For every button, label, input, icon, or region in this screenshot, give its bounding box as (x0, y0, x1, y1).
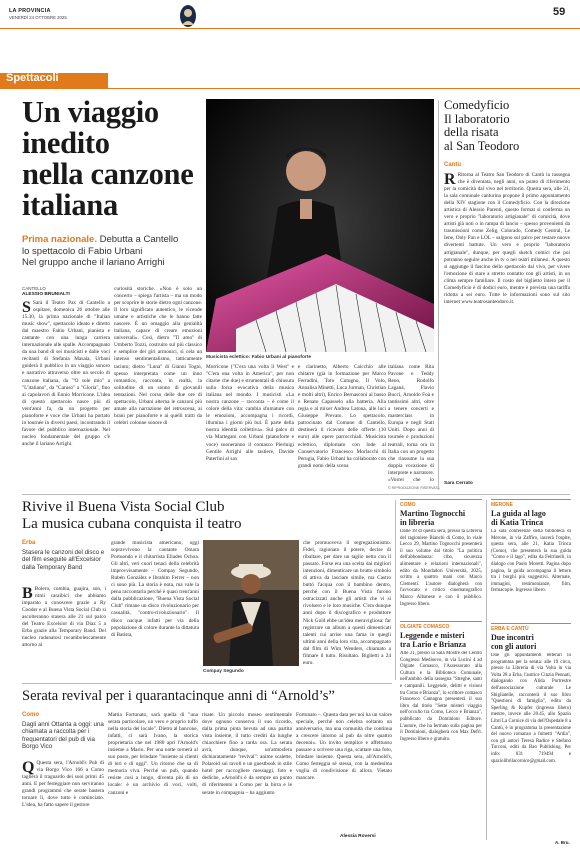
olgiate-headline-line: Leggende e misteri (400, 631, 465, 640)
section-title: Spettacoli (6, 72, 59, 84)
masthead-paper: LA PROVINCIA (9, 8, 51, 14)
olgiate-headline (400, 631, 466, 649)
lead-photo-caption: Musicista eclettico: Fabio Urbani al pianoforte (206, 355, 312, 360)
lead-col-4: e clarinetto, Alberto Caicchio alle chitarre (già in formazione per Marco Ferradini, Toto Cutugno, Il Volo, Annalisa Minetti, Luca Jurman, Christian e molti altri), Enrico Bernasconi al basso e Renato Capasselo alla batteria. Alla regia e al mixer Andrea Latona, alle luci Giuseppe Prevato. Lo spettacolo, patrocinato dal Comune di Cantello, destinerà il ricavato delle offerte (10 euro) alle opere parrocchiali. Musicista eclettico, diplomato con lode al Conservatorio Francesco Morlacchi di Perugia, Fabio Urbani ha collaborato con grandi nomi della scena (298, 364, 386, 469)
merone-headline-line: La guida al lago (491, 509, 546, 518)
merone-headline-line: di Katia Trinca (491, 518, 544, 527)
arnold-kicker: Como (22, 712, 39, 718)
arnold-author: Alessia Roversi (340, 834, 376, 839)
lead-headline-line: Un viaggio (22, 95, 159, 129)
dropcap: S (22, 300, 31, 316)
erba-headline-line: con gli autori (491, 642, 537, 651)
section-rule (0, 88, 580, 89)
erba-body: Due gli appuntamenti letterari in programma per la serata: alle 19 circa, presso la Libreria di via Volta in via Volta 28 a Erba, l'autrice Cinzia Pennati, dialogando con Alida Portrestre dell'associazione culturale Le Sbigliatelle, racconterà il suo libro "Questioni di famiglia", edito da Sperling & Kupfer (ingresso libero) mentre, invece alle 20.45, allo Spazio Libri La Cornice di via dell'Ospedale 8 a Cantù, è in programma la presentazione del nuovo romanzo a fumetti "Ardia", con gli autori Teresa Radice e Stefano Turconi, editi da Bao Publishing. Per info: 031 719494 e spaziolibrilacornice@gmail.com. (491, 653, 571, 764)
lead-credit: © RIPRODUZIONE RISERVATA (388, 486, 440, 490)
lead-headline (22, 97, 193, 221)
como-body: Dalle 18 di questa sera, presso la Libreria del ragioniere Bianchi di Como, in viale Lecco 29, Martino Tognocchi presenterà il suo volume dal titolo "La politica dell'abbondanza: cibo, sicurezza alimentare e relazioni internazionali", edito da Mondadori Università, 2025, scritto a quattro mani con Marco Clementi. L'autore dialogherà con l'avvocato e critico cinematografico Marco Albanese e con il pubblico. Ingresso libero. (400, 529, 482, 607)
lead-subtitle-line: Nel gruppo anche il lariano Arrighi (22, 257, 165, 269)
arnold-col-4: Fortunato –. Questa data per noi ha un valore speciale, perché non celebra soltanto un anniversario, ma una comunità che continua a crescere intorno al pub da oltre quattro decenni». Un invito semplice e affettuoso passare a scrivere una riga, scattare una foto, brindare insieme. Questa sera, all'Arnold's, Como festeggia sé stessa, con la medesima voglia di condivisione di allora. Vietato mancare. (296, 712, 392, 782)
merone-kicker: MERONE (491, 502, 513, 508)
buena-col-3: che promuoveva il segregazionismo. Fidel, ragionato il potere, decise di ribaltare, per dare un taglio netto con il passato. Forse era una scelta dai migliori intenzioni, dimenticare un brutto simbolo di attiva da lasciare simile, ma Castro buttò l'acqua con il bambino dentro, perché con il Buena Vista furono ostracizzati anche gli artisti che vi si rivolsero e le loro musiche. C'era dunque anni dopo il discografico e produttore Nick Gold ebbe un'idea meravigliosa: far registrare un album a questi dimenticati talenti cui arrise una fama in quegli ultimi anni della loro vita, accompagnato dal film di Wim Wenders, chiamato a filmare il tutto. Risultato. Biglietti a 24 euro. (303, 540, 391, 666)
arnold-standfirst: Dagli anni Ottanta a oggi: una chiamata a raccolta per i frequentatori del pub di via Borgo Vico (22, 721, 104, 751)
box-divider-1 (395, 500, 396, 680)
buena-headline-line: La musica cubana conquista il teatro (22, 515, 242, 532)
buena-kicker: Erba (22, 540, 36, 546)
arnold-col-2: Mattia Fortunato, sarà quella di "una serata particolare, un vero e proprio tuffo nella storia del locale". Dietro al bancone, infatti, ci sarà Ivano, la storica proprietaria che nel 1980 aprì l'Arnold's insieme a Mario. Per una notte tornerà al suo posto, per brindare "insieme ai clienti di ieri e di oggi". Un ritorno che sa di memoria viva. Perché un pub, quando resiste così a lungo, diventa più di un locale: è un archivio di voci, volti, canzoni e (108, 712, 198, 796)
olgiate-body: Alle 21, presso la Sala Mostre del Centro Congressi Medioevo, in via Lucini 4 ad Olgiate Comasco, l'Assessorato alla Cultura e la Biblioteca Comunale, nell'ambito della rassegna "Streghe, santi e campanili. Leggende, delitti e visioni tra Como e Brianza", lo scrittore comasco Francesco Camagna presenterà il suo libro dal titolo "Sette misteri viaggio nell'occulto tra Como, Lecco e Brianza", pubblicato da Dominioni Editore. L'autore, che ha fermato sulla pagina per il Dominioni, dialogherà con Max Defrì. Ingresso libero e gratuito. (400, 651, 482, 742)
buena-photo-caption: Compay Segundo (203, 669, 244, 674)
buena-col-1: B Bolero, cumbia, guajira, son, i ritmi caraibici che abbiamo imparato a conoscere grazie a Ry Cooder e al Buena Vista Social Club si ascolteranno stasera alle 21 sul palco del Teatro Excelsior di via Diaz 5 a Erba grazie alla Temporary Band. Del nucleo radunatosi rocambolescamente attorno al (22, 586, 106, 649)
merone-body: La sala conferenze della biblioteca di Merone, in via Zaffiro, lascerà l'ospite, questa sera, alle 21, Katia Trinca (Como), che presenterà la sua guida "Como e il lago", edita da Feltrinelli, in dialogo con Paolo Moretti. Pagina dopo pagina, la guida accompagna il lettore tra i borghi più suggestivi. Alternate, immagini, testimonianze, film, fermacopie. Ingresso libero. (491, 529, 571, 594)
comedy-headline (444, 99, 519, 153)
dropcap: R (444, 172, 456, 188)
lead-headline-line: inedito (22, 126, 110, 160)
buena-headline-line: Rivive il Buena Vista Social Club (22, 499, 225, 515)
como-kicker: COMO (400, 502, 416, 508)
arnold-headline: Serata revival per i quarantacinque anni di “Arnold’s” (22, 688, 335, 704)
como-box-rule (400, 499, 482, 500)
arnold-col-1: Q Questa sera, l'Arnold's Pub di via Borgo Vico 166 a Como taglierà il traguardo dei suoi primi 45 anni. E per festeggiare non serviranno grandi programmi che serate bastera tornare lì, dove tutto è cominciato. L'idea, ha fatto sapere il gestore (22, 760, 104, 809)
page-number: 59 (553, 6, 566, 18)
como-headline (400, 509, 465, 527)
sidebar-divider (438, 100, 439, 490)
erba-headline-line: Due incontri (491, 633, 534, 642)
lead-col-last: italiana come Rita Pavone e Teddy Reno, Rodolfo Laganà, Flavio Bucci, Arnoldo Foà e tantissimi altri, oltre a tenere concerti e masterclass in Europa e negli Stati Uniti. Dopo anni di tournée e produzioni teatrali, torna ora in Italia con un progetto che riassume la sua doppia vocazione di interprete e narratore. «Vorrei che lo (388, 364, 434, 483)
lead-location: CANTELLO (22, 286, 46, 291)
comedy-headline-line: al San Teodoro (444, 138, 520, 153)
comedy-body: R Ritorna al Teatro San Teodoro di Cantù la rassegna che è diventata, negli anni, un punto di riferimento per la comicità dal vivo nel territorio. Questa sera, alle 21, la sala comunale canturina propone il primo appuntamento della XIV stagione con il Comedyficio. Con la direzione artistica di Alessio Parenti, questo format si conferma un vero e proprio "laboratorio artigianale" di comicità, dove artisti già noti o in rampa di lancio – spesso provenienti da trasmissioni come Zelig, Colorado, Comedy Central, Le Iene, Only Fun e LOL – salgono sul palco per testare nuove divertenti battute. Un vero e proprio "laboratorio artigianale", dunque, per quegli sketch comici che poi potranno seguire anche in tv o nei teatri milanesi. A questo si aggiunge il fascino dello spettacolo dal vivo, per vivere l'emozione di stare a stretto contatto con gli artisti, in un clima sempre familiare. Il costo del biglietto intero per il Comedyficio è di dodici euro, mentre è prevista una tariffa ridotta a sei euro. Tutte le informazioni sono sul sito internet www.teatrosanteodoro.it. (444, 172, 570, 305)
erba-box-rule (491, 623, 571, 624)
lead-subtitle-bold: Prima nazionale. (22, 234, 97, 245)
masthead-logo-icon (178, 3, 198, 29)
merone-headline (491, 509, 546, 527)
lead-author: ALESSIO BRUNIALTI (22, 292, 70, 297)
lead-headline-line: nella canzone (22, 157, 194, 191)
lead-col-1: S Sarà il Teatro Pax di Cantello a ospitare, domenica 26 ottobre alle 15.30, la prima nazionale di "Italian music show", spettacolo ideato e diretto dal maestro Fabio Urbani, pianista e cantante con una lunga carriera internazionale alle spalle. Accompagnato da una band di sei musicisti e dalle voci recitanti di Stefania Masala, Urbani guiderà il pubblico in un viaggio sonoro e narrativo attraverso oltre un secolo di canzone italiana, da "'O sole mio" a "L'italiano", da "Caruso" a "Gloria", fino ai capolavori di Ennio Morricone. L'idea di questo spettacolo nasce più di vent'anni fa, da un progetto per pianoforte e voce che Urbani ha portato in tournée in diversi paesi, incontrando il favore del pubblico internazionale. Nel nucleo fondamentale del gruppo c'è anche il lariano Arrighi. (22, 300, 110, 447)
dropcap: Q (22, 760, 35, 776)
masthead-date: VENERDÌ 24 OTTOBRE 2025 (9, 15, 67, 20)
lead-photo (206, 99, 434, 352)
lead-subtitle-line: Debutta a Cantello (99, 234, 179, 245)
comedy-kicker: Cantù (444, 162, 461, 168)
box-divider-2 (486, 500, 487, 840)
comedy-headline-line: Il laboratorio (444, 111, 510, 126)
hrule-arnold (22, 683, 392, 684)
como-headline-line: Martino Tognocchi (400, 509, 466, 518)
lead-subtitle (22, 234, 207, 269)
buena-headline (22, 499, 242, 532)
erba-author: A. Bru. (555, 840, 570, 845)
comedy-author: Sara Cerrato (444, 481, 473, 486)
buena-photo (203, 540, 299, 666)
olgiate-headline-line: tra Lario e Brianza (400, 640, 466, 649)
comedy-headline-line: Comedyficio (444, 98, 510, 112)
lead-subtitle-line: lo spettacolo di Fabio Urbani (22, 245, 143, 257)
masthead-rule (0, 28, 580, 29)
buena-col-2: grande musicista americano, oggi sopravvivono la cantante Omara Portuondo e il chitarrista Eliades Ochoa. Gli altri, veri cuori tenaci della celebrità improvvisamente – Compay Segundo, Rubén González e Ibrahim Ferrer – non ci sono più. La storia è nota, ma vale la pena raccontarla perché è quasi trent'anni dalla pubblicazione, "Buena Vista Social Club" rimane un disco rivoluzionario per casualità, "contro-rivoluzionario". Il disco nacque infatti per via della popolazione di colore durante la dittatura di Batista, (111, 540, 199, 638)
dropcap: B (22, 586, 33, 602)
lead-col-2: curiosità storiche. «Non è solo un concerto – spiega l'artista – ma un modo per scoprire le storie dietro ogni canzone. Il loro significato autentico, le vicende umane e artistiche che le hanno fatte nascere. È un omaggio alla genialità italiana, capace di creare emozioni universali». Così, dietro "Ti amo" di Umberto Tozzi, costruito sul più classico e semplice dei giri armonici, si cela un intenso sentimentalismo, tatticamente taciuto; dietro "Luna" di Gianni Togni, spesso interpretata come un inno romantico, racconta, in realtà, la solitudine di un sonno di giovanili tentazioni. Nel corso delle due ore di spettacolo, Urbani alterna le canzoni più amate alla narrazione del retroscena, ai brani per pianoforte e ai quelli tratti da celebri colonne sonore di (114, 286, 202, 426)
merone-box-rule (491, 499, 571, 500)
olgiate-box-rule (400, 621, 482, 622)
lead-headline-line: italiana (22, 188, 118, 222)
buena-standfirst: Stasera le canzoni del disco e del film eseguite all'Excelsior dalla Temporary Band (22, 549, 105, 571)
como-headline-line: in libreria (400, 518, 435, 527)
erba-kicker: ERBA E CANTÙ (491, 626, 529, 632)
olgiate-kicker: OLGIATE COMASCO (400, 624, 450, 630)
lead-col-3: Morricone ("C'era una volta il West" e "C'era una volta in America", per non citarne che due) e strumentali di chiusura sulla forza evocativa della musica italiana nel mondo. I musicisti «La nostra canzone – racconta – è come il colore della vita: cambia sfumature con le emozioni, accompagna i ricordi, illumina i giorni più bui. È parte della nostra identità collettiva». Sul palco di via Martegani con Urbani (pianoforte e voce) suoneranno il comasco Pierluigi Gentile Arrighi alle tastiere, Davide Paterlini al sax (206, 364, 294, 462)
hrule-mid (22, 494, 570, 495)
comedy-headline-line: della risata (444, 125, 499, 140)
erba-headline (491, 633, 536, 651)
arnold-col-3: risate. Un piccolo museo sentimentale dove ognuno conserva il suo ricordo, dalla prima pinta bevuta ad una partita vista insieme, il tutto crediti da lunghe chiacchiere fino a tarda ora. La serata avrà, dunque, un'atmosfera dichiaratamente "revival": anime scalette, Polaroid sui tavoli e un guestbook in stile hotel per raccogliere messaggi, foto e dediche, «Arnold's è da sempre un punto di riferimento a Como per la birra e le serate in compagnia – ha aggiunto (202, 712, 292, 796)
